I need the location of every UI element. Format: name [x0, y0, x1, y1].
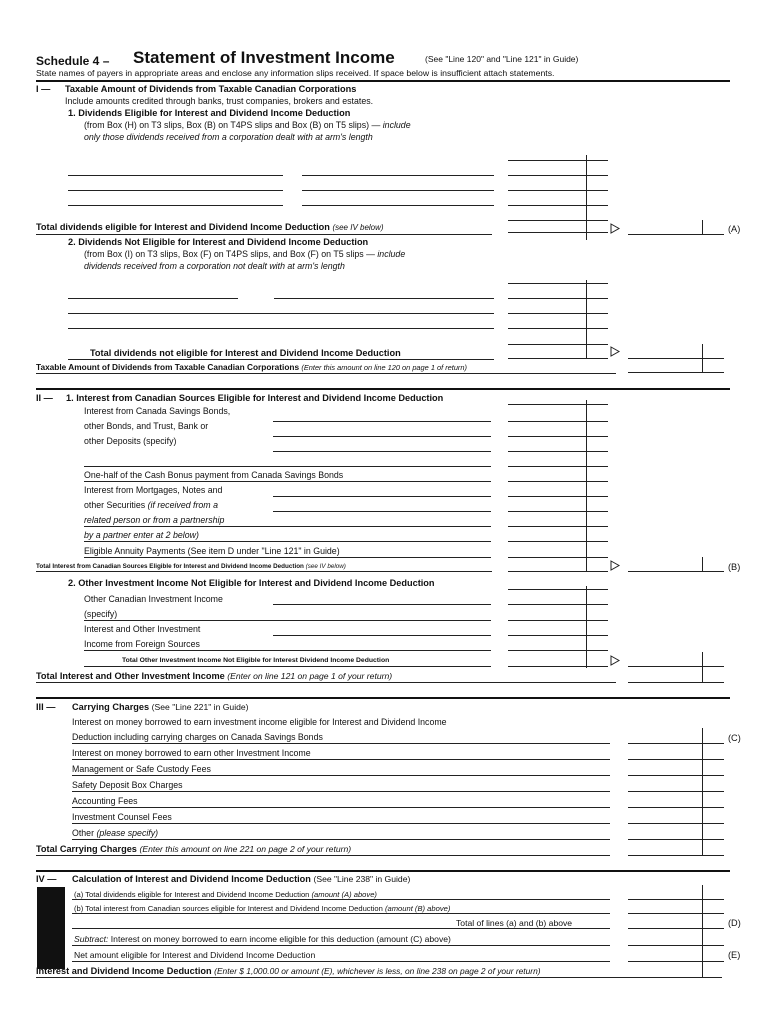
payer-name-field[interactable] — [302, 205, 494, 206]
cash-bonus-label: One-half of the Cash Bonus payment from Canada Savings Bonds — [84, 470, 344, 480]
header-instructions: State names of payers in appropriate areas and enclose any information slips received. If space below is insufficient attach statements. — [36, 68, 555, 78]
payer-name-field[interactable] — [68, 205, 283, 206]
header-rule — [36, 80, 730, 82]
dividends-not-eligible-source: (from Box (I) on T3 slips, Box (F) on T4PS slips, and Box (F) on T5 slips — include — [84, 249, 406, 259]
cents-divider — [702, 220, 703, 234]
total-other-income-subtotal[interactable] — [508, 666, 608, 667]
canadian-interest-heading: 1. Interest from Canadian Sources Eligible for Interest and Dividend Income Deduction — [66, 393, 444, 403]
payer-name-field[interactable] — [84, 526, 491, 527]
other-canadian-income-label-1: Other Canadian Investment Income — [84, 594, 223, 604]
amount-field[interactable] — [508, 511, 608, 512]
payer-name-field[interactable] — [84, 620, 491, 621]
payer-name-field[interactable] — [236, 313, 494, 314]
amount-d-marker: (D) — [728, 918, 741, 928]
section-1-numeral: I — — [36, 84, 51, 94]
amount-e-field[interactable] — [628, 961, 724, 962]
eligible-borrowing-interest-underline — [72, 743, 610, 744]
dividends-not-eligible-heading: 2. Dividends Not Eligible for Interest and Dividend Income Deduction — [68, 237, 369, 247]
cents-divider — [702, 652, 703, 682]
deduction-calculation-heading: Calculation of Interest and Dividend Income Deduction (See "Line 238" in Guide) — [72, 874, 411, 884]
amount-field[interactable] — [508, 604, 608, 605]
total-dividends-not-eligible-label: Total dividends not eligible for Interest and Dividend Income Deduction — [90, 348, 401, 358]
amount-field[interactable] — [508, 620, 608, 621]
amount-field[interactable] — [628, 807, 724, 808]
other-income-amount-field[interactable] — [628, 666, 724, 667]
schedule-number: Schedule 4 – — [36, 54, 110, 68]
cents-divider — [702, 728, 703, 856]
amount-e-marker: (E) — [728, 950, 741, 960]
eligible-borrowing-interest-label-1: Interest on money borrowed to earn investment income eligible for Interest and Dividend Income — [72, 717, 447, 727]
total-canadian-interest-underline — [36, 571, 492, 572]
amount-field[interactable] — [508, 175, 608, 176]
section-3-bottom-rule — [36, 870, 730, 872]
section-1-heading: Taxable Amount of Dividends from Taxable Canadian Corporations — [65, 84, 357, 94]
line-b-underline — [72, 913, 610, 914]
foreign-income-label-1: Interest and Other Investment — [84, 624, 201, 634]
payer-name-field[interactable] — [273, 511, 491, 512]
carry-arrow-icon — [610, 560, 621, 571]
payer-name-field[interactable] — [68, 313, 238, 314]
section-1-bottom-rule — [36, 388, 730, 390]
total-ab-underline — [72, 928, 610, 929]
other-borrowing-interest-underline — [72, 759, 610, 760]
payer-name-field[interactable] — [68, 175, 283, 176]
cents-divider — [702, 344, 703, 372]
payer-name-field[interactable] — [274, 298, 494, 299]
amount-field[interactable] — [508, 557, 608, 558]
payer-name-field[interactable] — [236, 328, 494, 329]
eligible-borrowing-interest-label-2: Deduction including carrying charges on Canada Savings Bonds — [72, 732, 323, 742]
accounting-fees-label: Accounting Fees — [72, 796, 138, 806]
payer-name-field[interactable] — [273, 635, 491, 636]
net-eligible-underline — [72, 961, 610, 962]
amount-field[interactable] — [628, 775, 724, 776]
cents-divider — [586, 280, 587, 358]
amount-field[interactable] — [508, 635, 608, 636]
amount-field[interactable] — [508, 205, 608, 206]
total-dividends-eligible-label: Total dividends eligible for Interest and Dividend Income Deduction (see IV below) — [36, 222, 384, 232]
cash-bonus-underline — [84, 481, 491, 482]
payer-name-field[interactable] — [68, 190, 283, 191]
dividends-not-eligible-amount-field[interactable] — [628, 358, 724, 359]
cents-divider — [702, 557, 703, 571]
amount-d-field[interactable] — [628, 928, 724, 929]
section-2-bottom-rule — [36, 697, 730, 699]
amount-field[interactable] — [508, 220, 608, 221]
amount-field[interactable] — [508, 526, 608, 527]
taxable-dividends-underline — [36, 373, 616, 374]
amount-field[interactable] — [508, 650, 608, 651]
csb-interest-label-3: other Deposits (specify) — [84, 436, 177, 446]
csb-interest-label-2: other Bonds, and Trust, Bank or — [84, 421, 209, 431]
payer-name-field[interactable] — [302, 175, 494, 176]
payer-name-field[interactable] — [273, 436, 491, 437]
total-dividends-not-eligible-underline — [68, 359, 494, 360]
amount-field[interactable] — [508, 421, 608, 422]
other-borrowing-interest-label: Interest on money borrowed to earn other Investment Income — [72, 748, 311, 758]
payer-name-field[interactable] — [273, 451, 491, 452]
line-a-underline — [72, 899, 610, 900]
total-other-income-underline — [84, 666, 491, 667]
amount-c-marker: (C) — [728, 733, 741, 743]
management-fees-label: Management or Safe Custody Fees — [72, 764, 211, 774]
payer-name-field[interactable] — [273, 421, 491, 422]
dividends-eligible-note: only those dividends received from a corporation dealt with at arm's length — [84, 132, 373, 142]
amount-field[interactable] — [508, 589, 608, 590]
other-canadian-income-label-2: (specify) — [84, 609, 118, 619]
net-eligible-label: Net amount eligible for Interest and Dividend Income Deduction — [74, 950, 316, 960]
carry-arrow-icon — [610, 346, 621, 357]
amount-field[interactable] — [508, 283, 608, 284]
total-carrying-charges-label: Total Carrying Charges (Enter this amount on line 221 on page 2 of your return) — [36, 844, 352, 854]
mortgage-interest-label-4: by a partner enter at 2 below) — [84, 530, 199, 540]
csb-interest-label-1: Interest from Canada Savings Bonds, — [84, 406, 231, 416]
amount-field[interactable] — [628, 839, 724, 840]
total-dividends-eligible-underline — [36, 234, 492, 235]
total-dividends-eligible-subtotal[interactable] — [508, 232, 608, 233]
payer-name-field[interactable] — [68, 298, 238, 299]
total-dividends-not-eligible-subtotal[interactable] — [508, 358, 608, 359]
amount-field[interactable] — [508, 344, 608, 345]
total-interest-other-income-underline — [36, 682, 616, 683]
payer-name-field[interactable] — [273, 496, 491, 497]
mortgage-interest-label-3: related person or from a partnership — [84, 515, 225, 525]
total-other-income-label: Total Other Investment Income Not Eligible for Interest Dividend Income Deduction — [122, 657, 390, 664]
total-interest-other-income-label: Total Interest and Other Investment Income (Enter on line 121 on page 1 of your return) — [36, 671, 393, 681]
investment-counsel-fees-underline — [72, 823, 610, 824]
other-investment-income-heading: 2. Other Investment Income Not Eligible for Interest and Dividend Income Deduction — [68, 578, 435, 588]
dividends-eligible-heading: 1. Dividends Eligible for Interest and Dividend Income Deduction — [68, 108, 351, 118]
payer-name-field[interactable] — [273, 604, 491, 605]
other-charges-label: Other (please specify) — [72, 828, 159, 838]
cents-divider — [586, 400, 587, 572]
amount-field[interactable] — [508, 328, 608, 329]
section-1-include-note: Include amounts credited through banks, trust companies, brokers and estates. — [65, 96, 374, 106]
foreign-income-label-2: Income from Foreign Sources — [84, 639, 200, 649]
subtract-line-label: Subtract: Interest on money borrowed to earn income eligible for this deduction (amount (C) above) — [74, 934, 451, 944]
header-guide-reference: (See "Line 120" and "Line 121" in Guide) — [425, 54, 579, 64]
amount-a-marker: (A) — [728, 224, 741, 234]
payer-name-field[interactable] — [84, 541, 491, 542]
annuity-payments-label: Eligible Annuity Payments (See item D under "Line 121" in Guide) — [84, 546, 340, 556]
amount-a-field[interactable] — [628, 234, 724, 235]
final-deduction-underline — [36, 977, 722, 978]
section-3-numeral: III — — [36, 702, 56, 712]
carry-arrow-icon — [610, 655, 621, 666]
amount-field[interactable] — [508, 313, 608, 314]
form-title: Statement of Investment Income — [133, 48, 395, 67]
safety-deposit-label: Safety Deposit Box Charges — [72, 780, 183, 790]
total-carrying-charges-underline — [36, 855, 610, 856]
amount-field[interactable] — [628, 759, 724, 760]
investment-counsel-fees-label: Investment Counsel Fees — [72, 812, 172, 822]
amount-field[interactable] — [508, 541, 608, 542]
accounting-fees-underline — [72, 807, 610, 808]
amount-b-marker: (B) — [728, 562, 741, 572]
amount-field[interactable] — [508, 160, 608, 161]
cents-divider — [586, 586, 587, 668]
other-charges-underline — [72, 839, 610, 840]
subtract-line-underline — [72, 945, 610, 946]
amount-field[interactable] — [508, 466, 608, 467]
safety-deposit-underline — [72, 791, 610, 792]
total-interest-other-income-amount-field[interactable] — [628, 682, 724, 683]
amount-field[interactable] — [508, 436, 608, 437]
payer-name-field[interactable] — [302, 190, 494, 191]
amount-field[interactable] — [508, 404, 608, 405]
total-ab-label: Total of lines (a) and (b) above — [456, 918, 573, 928]
amount-field[interactable] — [508, 496, 608, 497]
final-deduction-label: Interest and Dividend Income Deduction (Enter $ 1,000.00 or amount (E), whichever is less, on line 238 on page 2 of your return) — [36, 966, 541, 976]
line-a-label: (a) Total dividends eligible for Interest and Dividend Income Deduction (amount (A) above) — [74, 890, 377, 899]
carrying-charges-heading: Carrying Charges (See "Line 221" in Guide) — [72, 702, 249, 712]
section-4-black-bar — [37, 887, 65, 969]
amount-field[interactable] — [628, 791, 724, 792]
total-canadian-interest-label: Total Interest from Canadian Sources Eligible for Interest and Dividend Income Deduction (see IV below) — [36, 563, 346, 570]
cents-divider — [586, 155, 587, 240]
amount-field[interactable] — [508, 451, 608, 452]
amount-field[interactable] — [508, 190, 608, 191]
section-2-numeral: II — — [36, 393, 53, 403]
taxable-dividends-label: Taxable Amount of Dividends from Taxable Canadian Corporations (Enter this amount on line 120 on page 1 of return) — [36, 362, 467, 372]
amount-field[interactable] — [508, 481, 608, 482]
total-canadian-interest-subtotal[interactable] — [508, 571, 608, 572]
management-fees-underline — [72, 775, 610, 776]
taxable-dividends-amount-field[interactable] — [628, 372, 724, 373]
mortgage-interest-label-2: other Securities (if received from a — [84, 500, 218, 510]
annuity-payments-underline — [84, 557, 491, 558]
mortgage-interest-label-1: Interest from Mortgages, Notes and — [84, 485, 223, 495]
cents-divider — [702, 885, 703, 977]
amount-b-field[interactable] — [628, 571, 724, 572]
subtract-amount-field[interactable] — [628, 945, 724, 946]
amount-c-field[interactable] — [628, 743, 724, 744]
line-a-amount-field[interactable] — [628, 899, 724, 900]
total-carrying-charges-amount-field[interactable] — [628, 855, 724, 856]
carry-arrow-icon — [610, 223, 621, 234]
dividends-eligible-source: (from Box (H) on T3 slips, Box (B) on T4PS slips and Box (B) on T5 slips) — include — [84, 120, 411, 130]
payer-name-field[interactable] — [84, 650, 491, 651]
payer-name-field[interactable] — [68, 328, 238, 329]
section-4-numeral: IV — — [36, 874, 57, 884]
amount-field[interactable] — [628, 823, 724, 824]
line-b-amount-field[interactable] — [628, 913, 724, 914]
line-b-label: (b) Total interest from Canadian sources eligible for Interest and Dividend Income Deduction (amount (B) above) — [74, 904, 451, 913]
payer-name-field[interactable] — [84, 466, 491, 467]
dividends-not-eligible-note: dividends received from a corporation not dealt with at arm's length — [84, 261, 345, 271]
amount-field[interactable] — [508, 298, 608, 299]
